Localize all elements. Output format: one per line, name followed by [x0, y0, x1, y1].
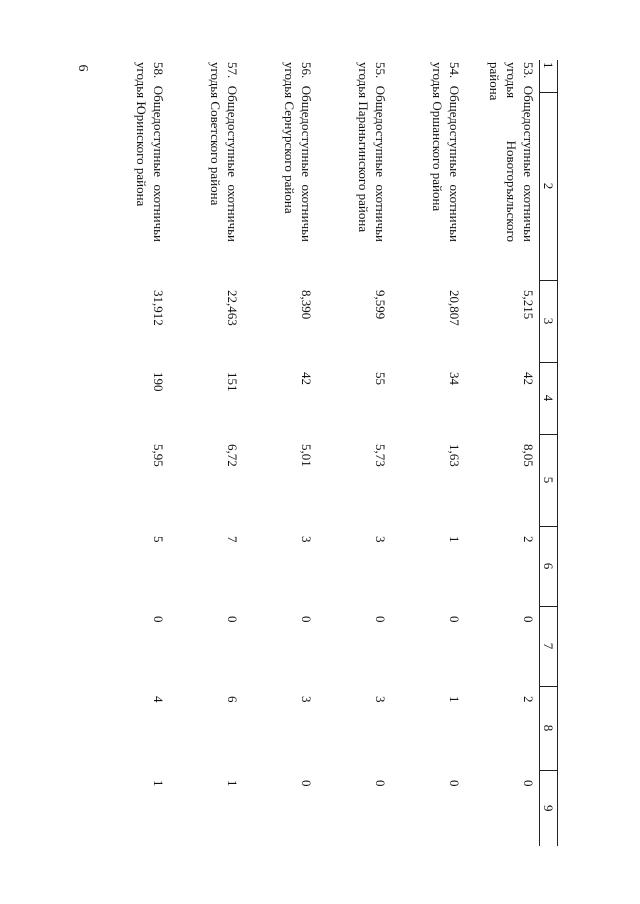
hunting-ground-name: 58. Общедоступные охотничьи угодья Юринского района	[134, 62, 166, 242]
hunting-ground-name: 56. Общедоступные охотничьи угодья Сернурского района	[282, 62, 314, 242]
page-number: 6	[75, 64, 90, 72]
cell-col3: 5,215	[521, 290, 536, 320]
hunting-ground-name: 57. Общедоступные охотничьи угодья Советского района	[208, 62, 240, 242]
column-header: 3	[540, 280, 558, 362]
cell-col9: 1	[225, 780, 240, 787]
cell-col9: 0	[521, 780, 536, 787]
cell-col4: 151	[225, 372, 240, 392]
cell-col9: 0	[299, 780, 314, 787]
column-header: 7	[540, 606, 558, 686]
cell-col8: 2	[521, 696, 536, 703]
cell-col6: 7	[225, 536, 240, 543]
hunting-ground-name: 53. Общедоступные охотничьи угодья Новоторъяльского района	[487, 62, 536, 242]
table-row	[465, 60, 540, 846]
cell-col4: 42	[299, 372, 314, 385]
cell-col9: 0	[447, 780, 462, 787]
table-row	[243, 60, 317, 846]
cell-col7: 0	[521, 616, 536, 623]
hunting-grounds-table	[95, 60, 558, 846]
cell-col7: 0	[151, 616, 166, 623]
cell-col7: 0	[225, 616, 240, 623]
cell-col4: 42	[521, 372, 536, 385]
cell-col8: 4	[151, 696, 166, 703]
cell-col7: 0	[299, 616, 314, 623]
cell-col8: 1	[447, 696, 462, 703]
cell-col5: 5,95	[151, 444, 166, 467]
cell-col3: 20,807	[447, 290, 462, 326]
column-header: 2	[540, 92, 558, 280]
cell-col7: 0	[373, 616, 388, 623]
cell-col6: 3	[373, 536, 388, 543]
table-row	[95, 60, 169, 846]
column-header: 4	[540, 362, 558, 434]
cell-col5: 8,05	[521, 444, 536, 467]
cell-col5: 5,01	[299, 444, 314, 467]
cell-col5: 5,73	[373, 444, 388, 467]
cell-col8: 3	[299, 696, 314, 703]
hunting-ground-name: 54. Общедоступные охотничьи угодья Оршанского района	[430, 62, 462, 242]
table-row	[317, 60, 391, 846]
cell-col9: 1	[151, 780, 166, 787]
column-header: 8	[540, 686, 558, 770]
cell-col7: 0	[447, 616, 462, 623]
cell-col4: 55	[373, 372, 388, 385]
cell-col6: 3	[299, 536, 314, 543]
cell-col6: 5	[151, 536, 166, 543]
column-header: 9	[540, 770, 558, 846]
cell-col5: 1,63	[447, 444, 462, 467]
cell-col3: 31,912	[151, 290, 166, 326]
cell-col6: 1	[447, 536, 462, 543]
cell-col4: 190	[151, 372, 166, 392]
column-header: 5	[540, 434, 558, 526]
cell-col3: 8,390	[299, 290, 314, 320]
cell-col6: 2	[521, 536, 536, 543]
table-header-row	[540, 60, 558, 846]
table-row	[391, 60, 465, 846]
cell-col5: 6,72	[225, 444, 240, 467]
hunting-ground-name: 55. Общедоступные охотничьи угодья Параньгинского района	[356, 62, 388, 242]
cell-col8: 6	[225, 696, 240, 703]
column-header: 6	[540, 526, 558, 606]
cell-col3: 22,463	[225, 290, 240, 326]
rotated-table-container	[112, 60, 558, 846]
cell-col4: 34	[447, 372, 462, 385]
cell-col3: 9,599	[373, 290, 388, 320]
cell-col9: 0	[373, 780, 388, 787]
cell-col8: 3	[373, 696, 388, 703]
column-header: 1	[540, 60, 558, 92]
table-row	[169, 60, 243, 846]
